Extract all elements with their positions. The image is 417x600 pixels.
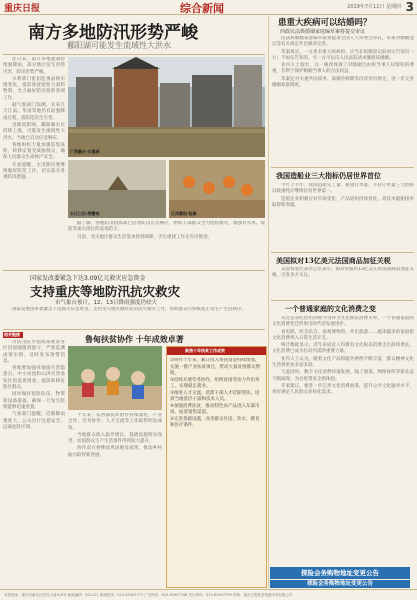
river-illustration bbox=[68, 160, 166, 218]
page-number: 3 bbox=[405, 0, 414, 14]
mid-rule bbox=[3, 270, 265, 271]
culture-article-text: 从过去省吃俭用到如今舍得为文化娱乐消费买单，一个普通家庭的文化消费变迁折射出时代的发展进步。 看电影、听音乐会、参观博物馆、外出旅游……越来越多的家庭把文化消费列入日常生活开支。 统计数据显示，近年来居民人均教育文化娱乐消费支出持续增长，文化消费已成为拉动内需的重要力量。 业内人士认为，随着文化产品和服务供给不断丰富，群众精神文化生活将更加多姿多彩。 与此同时，数字文化消费快速发展，线上阅读、网络视听等新业态不断涌现，为百姓带来全新体验。 专家建议，要进一步完善文化消费政策，提升公共文化服务水平，更好满足人民群众多样化需求。 bbox=[272, 316, 414, 396]
rescue-photo bbox=[169, 160, 265, 218]
photo-label-3: 江西鄱阳·抢修 bbox=[171, 211, 197, 216]
notice-banner-2: 探险会务购物地址变更公告 bbox=[270, 580, 410, 588]
column-divider bbox=[268, 16, 269, 588]
issue-date: 2019年7月11日 星期四 bbox=[347, 4, 401, 10]
shipbuilding-headline: 我国造船业三大指标仍居世界首位 bbox=[276, 171, 381, 180]
feature-illustration bbox=[68, 346, 162, 410]
inset-box bbox=[166, 346, 267, 588]
flood-town-illustration bbox=[68, 57, 265, 157]
lead-subheadline: 鄱阳湖可能发生流域性大洪水 bbox=[67, 41, 171, 50]
feature-headline: 鲁甸扶贫协作 十年成效卓著 bbox=[85, 334, 184, 344]
feature-photo bbox=[68, 346, 162, 410]
flood-town-photo bbox=[68, 57, 265, 157]
inset-title: 聚焦十年扶贫工作成效 bbox=[185, 348, 225, 353]
related-tag: 相关链接 bbox=[4, 332, 20, 337]
lead-rule bbox=[3, 54, 265, 55]
tariff-headline: 美国拟对13亿美元法国商品加征关税 bbox=[276, 256, 391, 265]
brand-logo: 重庆日报 bbox=[4, 4, 41, 14]
rescue-illustration bbox=[169, 160, 265, 218]
inset-list: ①协作十年来，累计投入帮扶资金持续增加，实施一批产业扶贫项目，带动大量贫困群众增收。 ②持续开展劳务协作，组织贫困劳动力外出务工，实现稳定就业。 ③推进人才交流，选派干部人才挂职帮扶，培训当地基层干部和技术人员。 ④加强消费扶贫，推动特色农产品进入东部市场，拓宽销售渠道。 ⑤完善基础设施，改善群众住房、饮水、教育和医疗条件。 bbox=[170, 358, 260, 428]
tariff-article-text: 美国贸易代表办公室表示，拟对价值约13亿美元的法国商品加征关税，引发多方关注。 bbox=[272, 267, 414, 279]
mid-rule-2 bbox=[3, 329, 265, 330]
footer-info: 本报地址：重庆市渝北区同茂大道416号 邮政编码：401121 新闻热线：023-63907777 广告热线：023-63907788 发行热线：023-63907709 印刷：重庆日报报业集团印务有限公司 bbox=[0, 589, 417, 600]
culture-headline: 一个普通家庭的文化消费之变 bbox=[285, 304, 376, 313]
marriage-subheadline: 西政民法典婚姻家庭编草案将提交审议 bbox=[280, 29, 366, 35]
marriage-article-text: 民法典婚姻家庭编草案将提请全国人大常委会审议，草案对婚姻登记等有关规定作出修改完善。 草案规定，一方患有重大疾病的，应当在结婚登记前如实告知另一方；不如实告知的，另一方可以向人民法院请求撤销该婚姻。 业内人士指出，这一修改体现了对婚姻自由和当事人知情权的尊重，有利于保护婚姻当事人的合法权益。 草案还对夫妻共同债务、离婚冷静期等内容作出规定，进一步完善婚姻家庭制度。 bbox=[272, 36, 414, 89]
relief-subheadline: 市气象台预计，12、13日降雨强度仍较大 bbox=[55, 300, 157, 306]
notice-banner-1: 探险会务购物地址变更公告 bbox=[270, 567, 410, 579]
right-rule-1 bbox=[271, 167, 414, 168]
lead-headline: 南方多地防汛形势严峻 bbox=[28, 23, 198, 43]
relief-headline: 支持重庆等地防汛抗灾救灾 bbox=[30, 284, 181, 299]
photo-label-1: 广西融水·水淹城 bbox=[70, 149, 100, 154]
right-rule-3 bbox=[271, 300, 414, 301]
related-article-text: 市防汛抗旱指挥部要求各区县加强值班值守，严密监测雨情水情，及时发布预警信息。 各地要加强对地质灾害隐患点、中小河流和山洪灾害易发区的巡查排查，提前转移危险区群众。 同时做好抢险队伍、物资和设备准备，确保一旦发生险情能够迅速处置。 气象部门提醒，近期降雨强度大，公众出行注意安全，远离危险区域。 bbox=[3, 340, 65, 430]
relief-kicker: 国家发改委紧急下达3.09亿元救灾应急资金 bbox=[30, 275, 146, 282]
section-title: 综合新闻 bbox=[180, 2, 224, 15]
relief-article-text: 国家发展改革委紧急下达救灾应急资金，支持受灾地区做好防汛抗灾救灾工作，帮助群众尽快恢复正常生产生活秩序。 bbox=[12, 307, 246, 312]
right-rule-2 bbox=[271, 252, 414, 253]
lead-article-text-2: 据了解，各地防汛指挥部已启动防汛应急响应，组织干部群众全力抢险救灾，加强对水库、堤防等重点部位的巡查防守。 目前，受灾地区群众生活基本得到保障，灾后重建工作正有序推进。 bbox=[68, 221, 265, 240]
river-photo bbox=[68, 160, 166, 218]
shipbuilding-article-text: 今年上半年，我国造船完工量、新接订单量、手持订单量三大指标以载重吨计继续位居世界第一。 造船企业积极应对市场变化，产品结构持续优化，高技术船舶接单取得新突破。 bbox=[272, 183, 414, 208]
photo-label-2: 长江口沿·闸警戒 bbox=[70, 211, 100, 216]
lead-article-text: 连日来，南方多地遭遇持续强降雨，部分地区发生洪涝灾害，防汛形势严峻。 水利部门密切监视雨情水情变化，提前预置抢险力量和物资，全力做好防汛抢险各项工作。 据气象部门预测，未来几天江南、华南等地仍有较强降雨过程，需防范次生灾害。 受降雨影响，鄱阳湖水位持续上涨，可能发生流域性大洪水，当地已启动应急响应。 各地组织力量加强巡堤查险，转移安置受威胁群众，确保人民群众生命财产安全。 专家提醒，主汛期内要继续做好防范工作，切实落实各项防汛措施。 bbox=[3, 57, 65, 181]
feature-article-text: 十年来，东西部扶贫协作持续深化，产业合作、劳务协作、人才交流等工作取得明显成效。 当地群众收入稳步增长，基础设施明显改善，贫困群众生产生活条件得到较大提升。 协作双方将继续巩固脱贫成果，推动乡村振兴取得新进展。 bbox=[68, 413, 162, 458]
marriage-headline: 患重大疾病可以结婚吗？ bbox=[278, 18, 372, 28]
masthead bbox=[0, 0, 417, 15]
